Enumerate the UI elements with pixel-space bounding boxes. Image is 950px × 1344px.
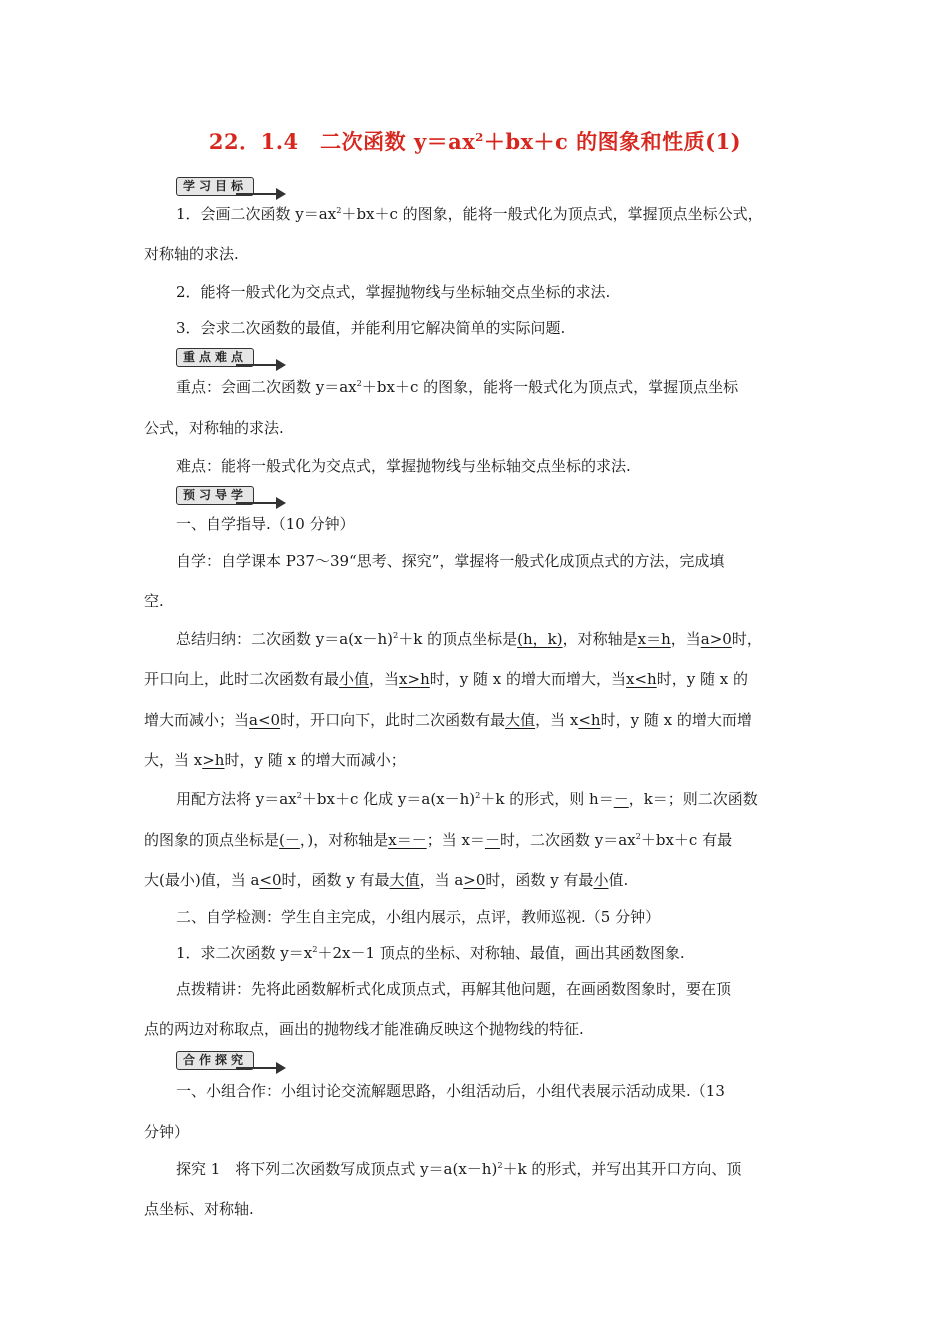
objective-3: 3．会求二次函数的最值，并能利用它解决简单的实际问题. [176,319,566,337]
self-study-cont: 空. [144,592,164,610]
objective-2: 2．能将一般式化为交点式，掌握抛物线与坐标轴交点坐标的求法. [176,283,611,301]
preview-heading-1: 一、自学指导.（10 分钟） [176,515,355,533]
key-focus-cont: 公式，对称轴的求法. [144,419,284,437]
objective-1-cont: 对称轴的求法. [144,245,239,263]
key-focus: 重点：会画二次函数 $y=ax^2+bx+c$ 的图象，能将一般式化为顶点式，掌握顶点坐标 [176,378,739,396]
method-line-3: 大(最小)值，当 a<0时，函数 y 有最大值，当 a>0时，函数 y 有最小值. [144,871,629,889]
method-line-2: 的图象的顶点坐标是(－，)，对称轴是x＝－；当 x＝－时，二次函数 $y=ax^2+bx+c$ 有最 [144,831,733,849]
method-line-1: 用配方法将 $y=ax^2+bx+c$ 化成 $y=a(x-h)^2+k$ 的形式，则 h＝－，k＝；则二次函数 [176,790,758,808]
explore-1: 探究 1 将下列二次函数写成顶点式 $y=a(x-h)^2+k$ 的形式，并写出其开口方向、顶 [176,1160,742,1178]
summary-line-2: 开口向上，此时二次函数有最小值，当x>h时，y 随 x 的增大而增大，当x<h时，y 随 x 的 [144,670,748,688]
coop-heading-cont: 分钟） [144,1123,190,1141]
coop-heading: 一、小组合作：小组讨论交流解题思路，小组活动后，小组代表展示活动成果.（13 [176,1082,725,1100]
summary-line-4: 大，当 x>h时，y 随 x 的增大而减小； [144,751,406,769]
summary-line-1: 总结归纳：二次函数 $y=a(x-h)^2+k$ 的顶点坐标是(h，k)，对称轴是x＝h，当a>0时， [176,630,762,648]
tip: 点拨精讲：先将此函数解析式化成顶点式，再解其他问题，在画函数图象时，要在顶 [176,980,732,998]
objective-1: 1．会画二次函数 $y=ax^2+bx+c$ 的图象，能将一般式化为顶点式，掌握顶点坐标公式， [176,205,763,223]
question-1: 1．求二次函数 $y=x^2+2x-1$ 顶点的坐标、对称轴、最值，画出其函数图象. [176,944,685,962]
page-title: 22．1.4 二次函数 $y=ax^2+bx+c$ 的图象和性质(1) [208,129,742,154]
explore-1-cont: 点坐标、对称轴. [144,1200,254,1218]
tip-cont: 点的两边对称取点，画出的抛物线才能准确反映这个抛物线的特征. [144,1020,584,1038]
preview-heading-2: 二、自学检测：学生自主完成，小组内展示，点评，教师巡视.（5 分钟） [176,908,661,926]
summary-line-3: 增大而减小；当a<0时，开口向下，此时二次函数有最大值，当 x<h时，y 随 x 的增大而增 [144,711,752,729]
self-study: 自学：自学课本 P37～39“思考、探究”，掌握将一般式化成顶点式的方法，完成填 [176,552,725,570]
key-difficulty: 难点：能将一般式化为交点式，掌握抛物线与坐标轴交点坐标的求法. [176,457,631,475]
